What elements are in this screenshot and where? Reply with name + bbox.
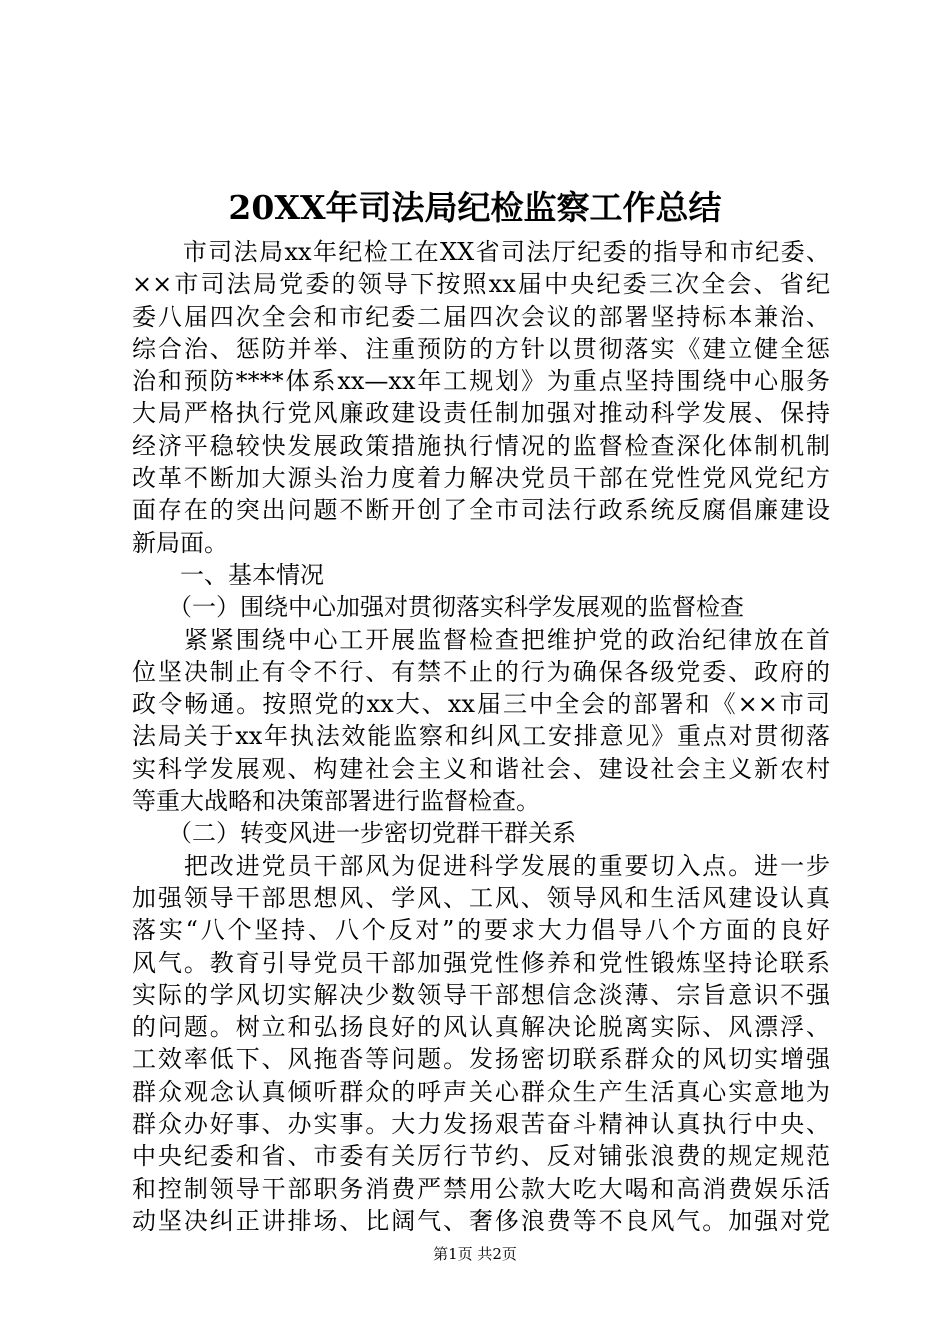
text-line: 落实“八个坚持、八个反对”的要求大力倡导八个方面的良好 <box>132 916 830 945</box>
text-line: 法局关于xx年执法效能监察和纠风工安排意见》重点对贯彻落 <box>132 722 830 751</box>
page-footer: 第1页 共2页 <box>433 1245 517 1263</box>
text-line: 紧紧围绕中心工开展监督检查把维护党的政治纪律放在首 <box>132 625 830 654</box>
text-line: 动坚决纠正讲排场、比阔气、奢侈浪费等不良风气。加强对党 <box>132 1206 830 1235</box>
text-line: ××市司法局党委的领导下按照xx届中央纪委三次全会、省纪 <box>132 270 830 299</box>
document-title: 20XX年司法局纪检监察工作总结 <box>228 188 722 227</box>
text-line: 和控制领导干部职务消费严禁用公款大吃大喝和高消费娱乐活 <box>132 1174 830 1203</box>
text-line: 实科学发展观、构建社会主义和谐社会、建设社会主义新农村 <box>132 754 830 783</box>
text-line: 改革不断加大源头治力度着力解决党员干部在党性党风党纪方 <box>132 464 830 493</box>
text-line: 政令畅通。按照党的xx大、xx届三中全会的部署和《××市司 <box>132 690 830 719</box>
text-line: 群众办好事、办实事。大力发扬艰苦奋斗精神认真执行中央、 <box>132 1110 830 1139</box>
text-line: 治和预防****体系xx—xx年工规划》为重点坚持围绕中心服务 <box>132 367 830 396</box>
text-line: 委八届四次全会和市纪委二届四次会议的部署坚持标本兼治、 <box>132 302 830 331</box>
document-body <box>132 236 830 1237</box>
text-line: 中央纪委和省、市委有关厉行节约、反对铺张浪费的规定规范 <box>132 1142 830 1171</box>
text-line: 风气。教育引导党员干部加强党性修养和党性锻炼坚持论联系 <box>132 948 830 977</box>
text-line: 位坚决制止有令不行、有禁不止的行为确保各级党委、政府的 <box>132 657 830 686</box>
text-line: 工效率低下、风拖沓等问题。发扬密切联系群众的风切实增强 <box>132 1045 830 1074</box>
text-line: （一）围绕中心加强对贯彻落实科学发展观的监督检查 <box>132 593 744 622</box>
text-line: 实际的学风切实解决少数领导干部想信念淡薄、宗旨意识不强 <box>132 980 830 1009</box>
text-line: 群众观念认真倾听群众的呼声关心群众生产生活真心实意地为 <box>132 1077 830 1106</box>
text-line: 综合治、惩防并举、注重预防的方针以贯彻落实《建立健全惩 <box>132 334 830 363</box>
text-line: 一、基本情况 <box>132 560 324 589</box>
text-line: 的问题。树立和弘扬良好的风认真解决论脱离实际、风漂浮、 <box>132 1013 830 1042</box>
text-line: 把改进党员干部风为促进科学发展的重要切入点。进一步 <box>132 851 830 880</box>
text-line: 等重大战略和决策部署进行监督检查。 <box>132 787 540 816</box>
text-line: 新局面。 <box>132 528 228 557</box>
text-line: 面存在的突出问题不断开创了全市司法行政系统反腐倡廉建设 <box>132 496 830 525</box>
text-line: 经济平稳较快发展政策措施执行情况的监督检查深化体制机制 <box>132 431 830 460</box>
text-line: 市司法局xx年纪检工在XX省司法厅纪委的指导和市纪委、 <box>132 238 830 266</box>
text-line: （二）转变风进一步密切党群干群关系 <box>132 819 576 848</box>
text-line: 大局严格执行党风廉政建设责任制加强对推动科学发展、保持 <box>132 399 830 428</box>
text-line: 加强领导干部思想风、学风、工风、领导风和生活风建设认真 <box>132 883 830 912</box>
